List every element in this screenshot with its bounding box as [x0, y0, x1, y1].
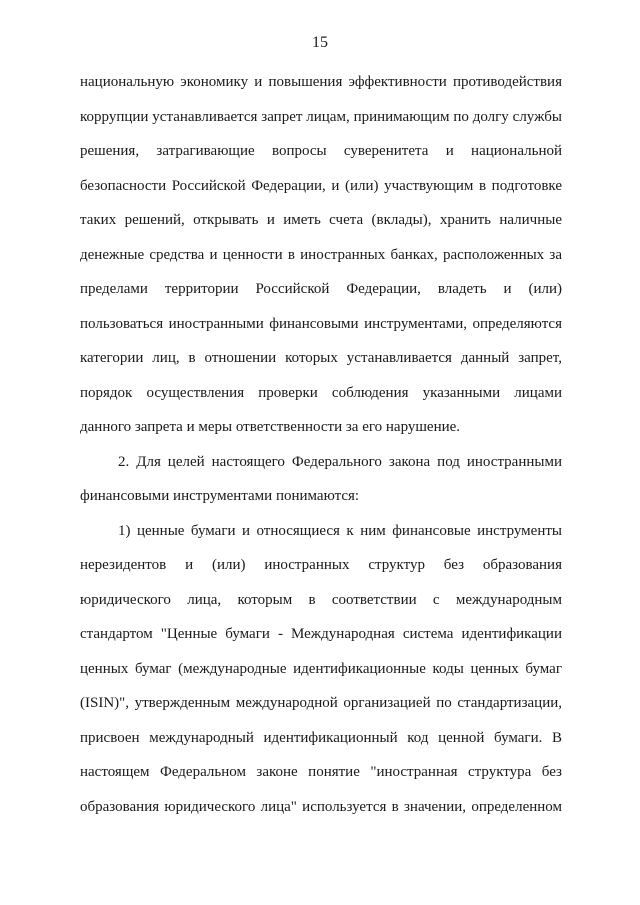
text-line: ценных бумаг (международные идентификационные коды ценных бумаг [80, 660, 562, 677]
text-line: пользоваться иностранными финансовыми инструментами, определяются [80, 315, 562, 332]
text-line: стандартом "Ценные бумаги - Международная система идентификации [80, 626, 562, 642]
text-line: пределами территории Российской Федерации, владеть и (или) [80, 281, 562, 297]
text-line: таких решений, открывать и иметь счета (вклады), хранить наличные [80, 212, 562, 228]
text-line: категории лиц, в отношении которых устанавливается данный запрет, [80, 350, 562, 366]
text-line: 1) ценные бумаги и относящиеся к ним финансовые инструменты [118, 522, 562, 539]
text-line: порядок осуществления проверки соблюдения указанными лицами [80, 384, 562, 401]
text-line: настоящем Федеральном законе понятие "иностранная структура без [80, 764, 562, 780]
document-body [80, 72, 562, 831]
text-line: безопасности Российской Федерации, и (или) участвующим в подготовке [80, 177, 562, 194]
text-line: присвоен международный идентификационный код ценной бумаги. В [80, 729, 562, 746]
text-line: данного запрета и меры ответственности за его нарушение. [80, 419, 461, 435]
page-number: 15 [312, 34, 328, 51]
text-line: коррупции устанавливается запрет лицам, принимающим по долгу службы [80, 108, 562, 125]
text-line: денежные средства и ценности в иностранных банках, расположенных за [80, 246, 562, 263]
text-line: юридического лица, которым в соответствии с международным [80, 591, 562, 608]
text-line: финансовыми инструментами понимаются: [80, 488, 360, 504]
text-line: образования юридического лица" используется в значении, определенном [80, 798, 562, 815]
text-line: нерезидентов и (или) иностранных структур без образования [80, 557, 562, 573]
text-line: (ISIN)", утвержденным международной организацией по стандартизации, [80, 695, 562, 711]
text-line: решения, затрагивающие вопросы суверенитета и национальной [80, 143, 562, 159]
text-line: национальную экономику и повышения эффективности противодействия [80, 74, 562, 90]
text-line: 2. Для целей настоящего Федерального закона под иностранными [118, 453, 562, 470]
